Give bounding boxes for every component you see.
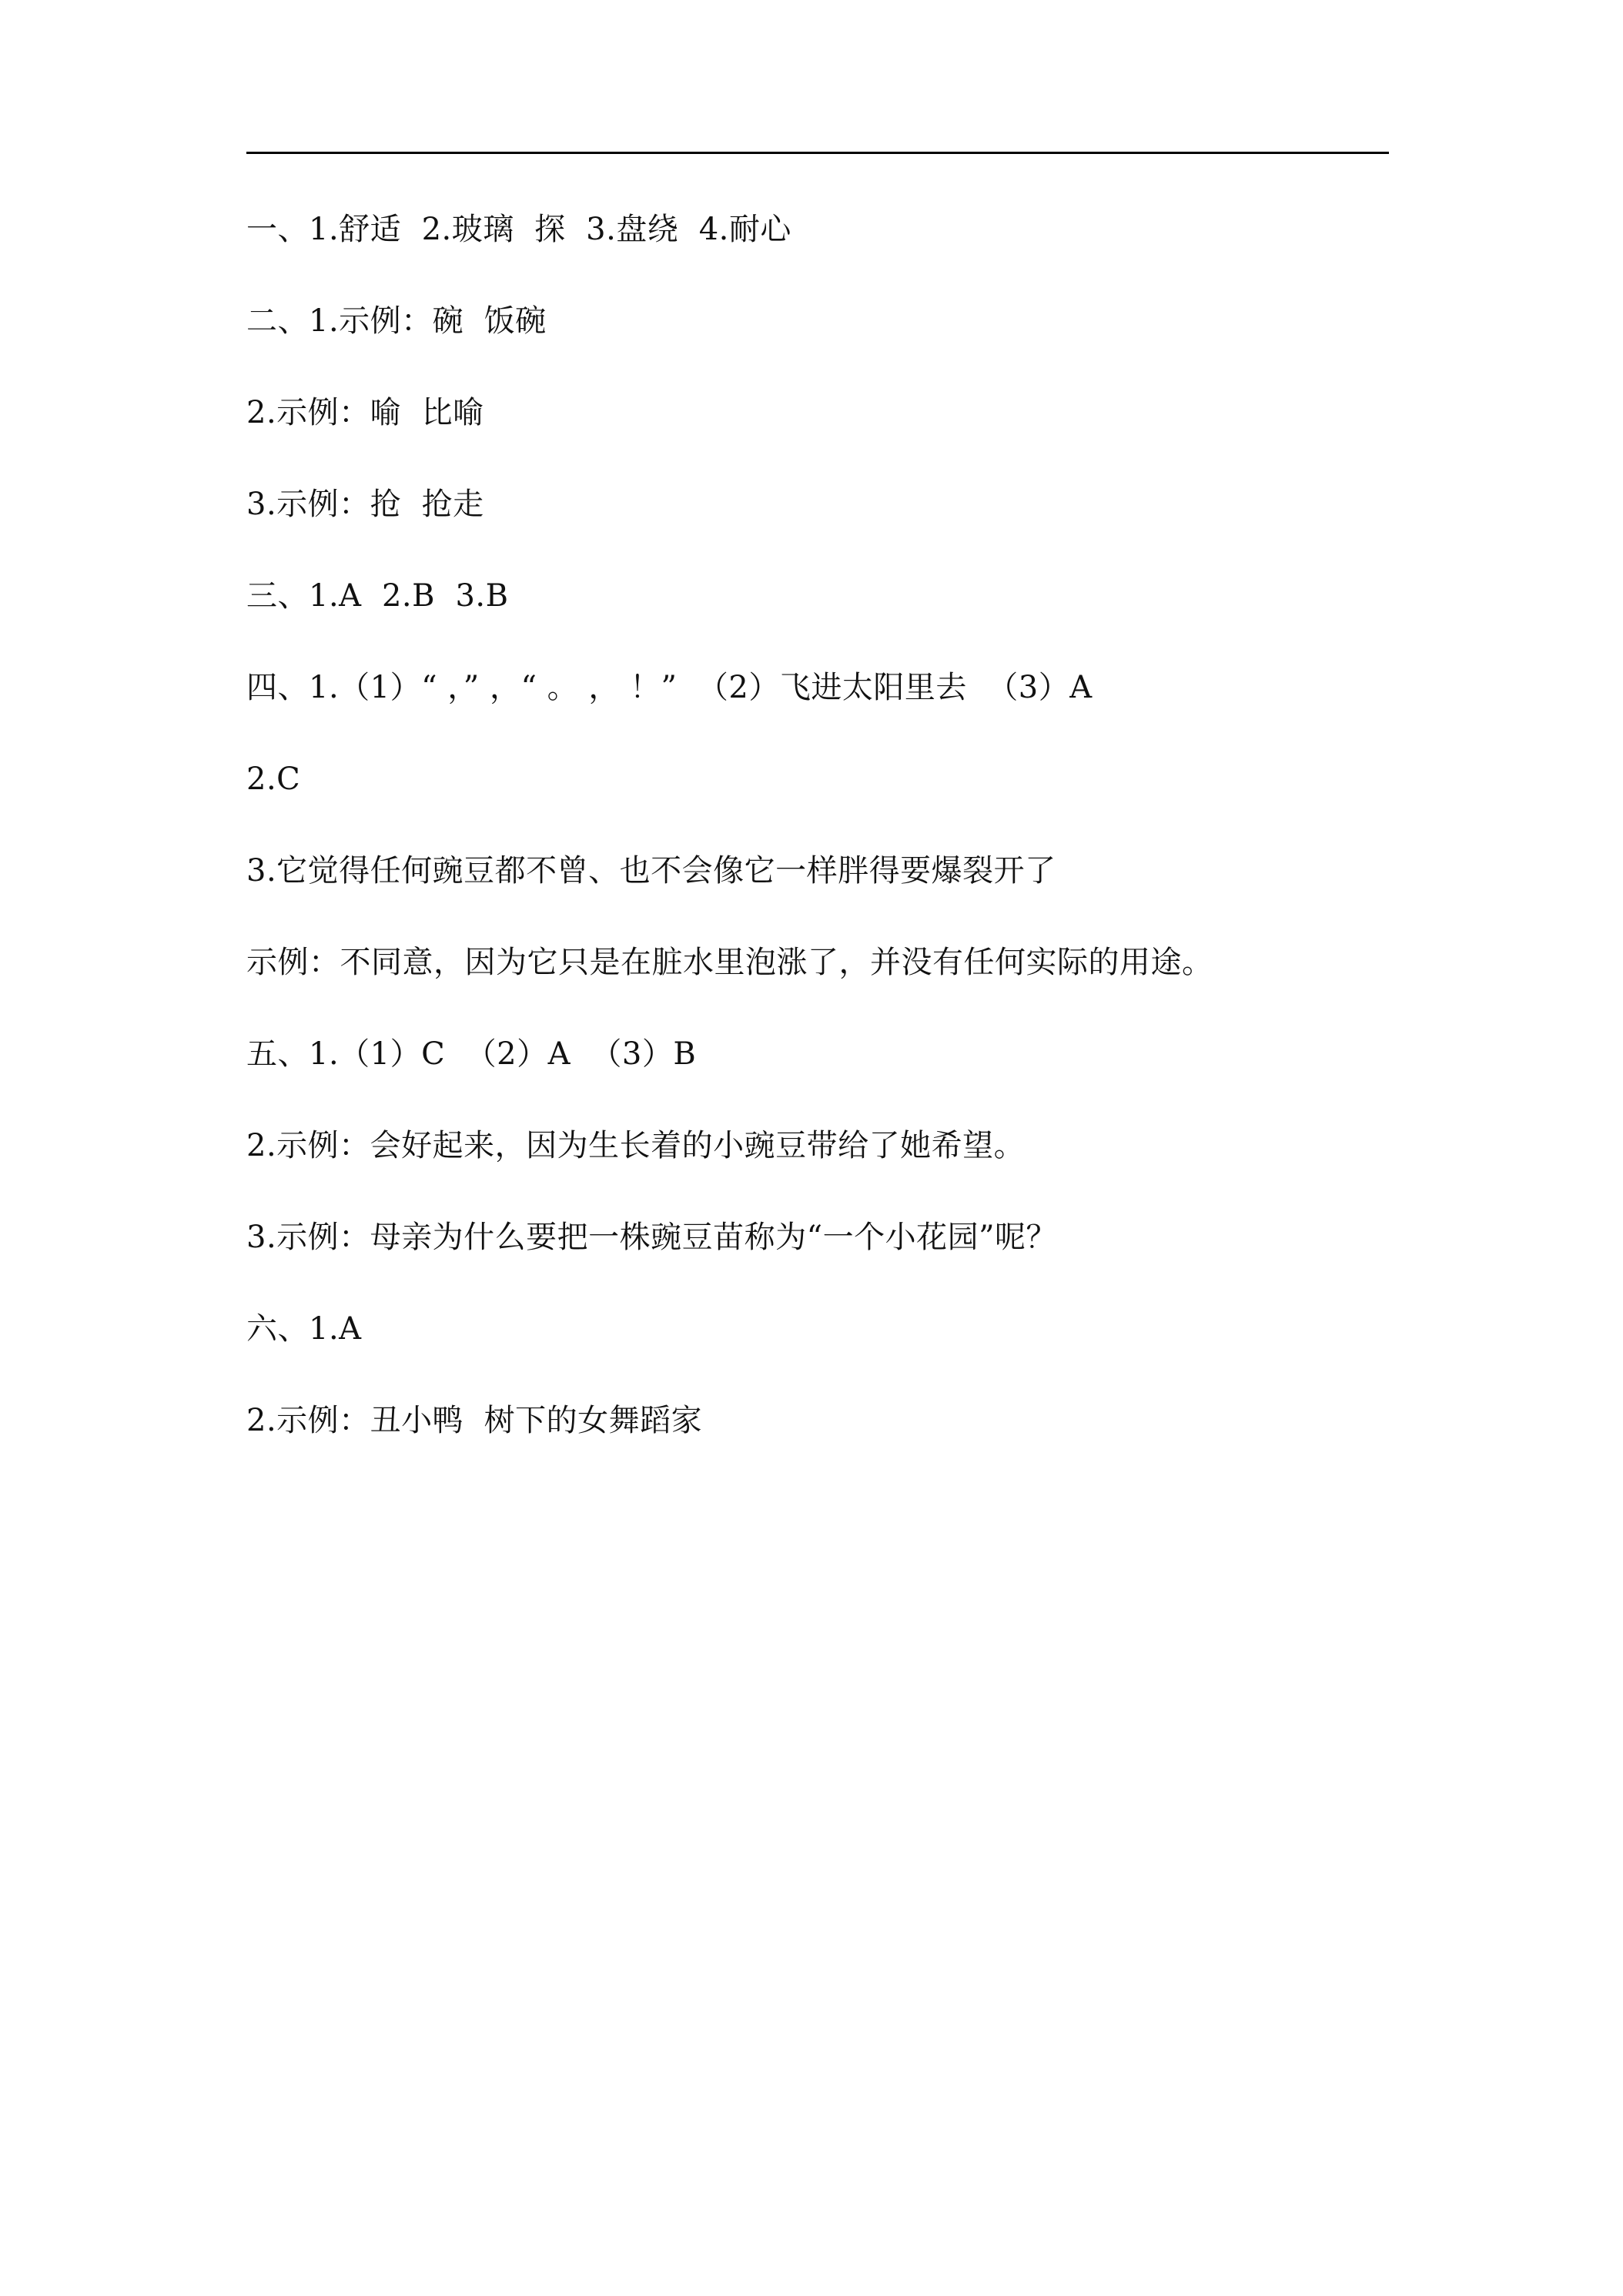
- answer-line-section-4-q3-example: 示例：不同意，因为它只是在脏水里泡涨了，并没有任何实际的用途。: [246, 945, 1213, 980]
- answer-line-section-5-q3: 3.示例：母亲为什么要把一株豌豆苗称为“一个小花园”呢？: [246, 1220, 1058, 1255]
- answer-line-section-6-q1: 六、1.A: [246, 1311, 362, 1347]
- answer-line-section-2-q3: 3.示例：抢 抢走: [246, 487, 484, 522]
- answer-line-section-2-q2: 2.示例：喻 比喻: [246, 395, 484, 430]
- answer-list: [246, 206, 1447, 1489]
- answer-line-section-4-q2: 2.C: [246, 761, 301, 797]
- answer-line-section-6-q2: 2.示例：丑小鸭 树下的女舞蹈家: [246, 1403, 703, 1438]
- answer-line-section-4-q1: 四、1.（1）“ ，” ，“ 。 ， ！” （2）飞进太阳里去 （3）A: [246, 670, 1093, 705]
- answer-line-section-2-q1: 二、1.示例：碗 饭碗: [246, 303, 547, 339]
- answer-line-section-5-q2: 2.示例：会好起来，因为生长着的小豌豆带给了她希望。: [246, 1128, 1026, 1163]
- header-rule: [246, 152, 1389, 154]
- answer-line-section-5-q1: 五、1.（1）C （2）A （3）B: [246, 1036, 697, 1072]
- answer-line-section-4-q3: 3.它觉得任何豌豆都不曾、也不会像它一样胖得要爆裂开了: [246, 853, 1056, 889]
- answer-line-section-1: 一、1.舒适 2.玻璃 探 3.盘绕 4.耐心: [246, 212, 791, 247]
- answer-line-section-3: 三、1.A 2.B 3.B: [246, 578, 509, 614]
